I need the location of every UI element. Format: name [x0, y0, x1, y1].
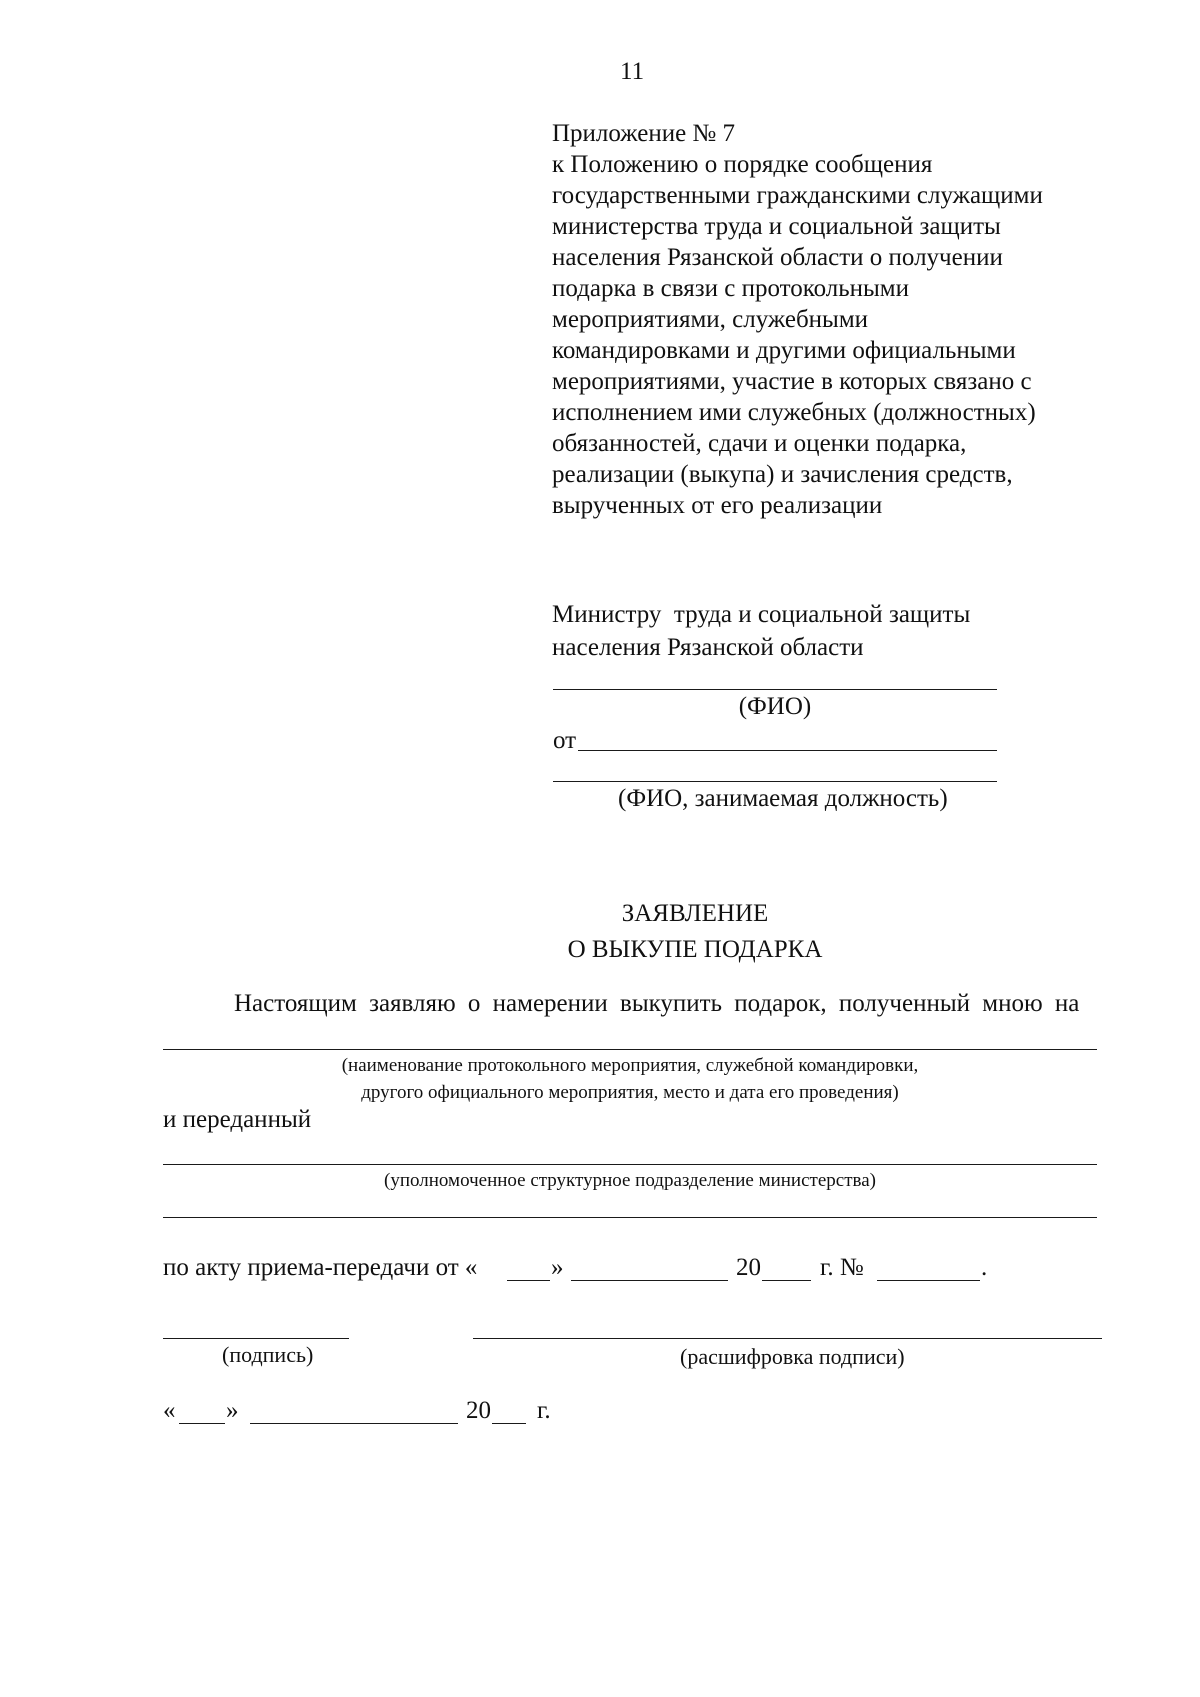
appendix-line: мероприятиями, служебными: [552, 306, 869, 333]
appendix-line: мероприятиями, участие в которых связано с: [552, 368, 1032, 395]
title-line-2: О ВЫКУПЕ ПОДАРКА: [567, 936, 823, 963]
appendix-line: командировками и другими официальными: [552, 337, 1016, 364]
addressee-line-2: населения Рязанской области: [552, 634, 864, 661]
appendix-line: к Положению о порядке сообщения: [552, 151, 933, 178]
addressee-block: [552, 598, 970, 664]
document-title: [0, 896, 1200, 968]
extra-line[interactable]: [163, 1217, 1097, 1218]
act-year-prefix: 20: [736, 1254, 761, 1281]
act-year-suffix: г. №: [820, 1254, 864, 1281]
intro-paragraph: Настоящим заявляю о намерении выкупить подарок, полученный мною на: [234, 990, 1080, 1017]
date-day-line[interactable]: [179, 1423, 225, 1424]
date-month-line[interactable]: [250, 1423, 458, 1424]
sender-position-line[interactable]: [553, 781, 997, 782]
date-close-quote: »: [226, 1397, 239, 1424]
signature-decode-line[interactable]: [473, 1338, 1102, 1339]
title-line-1: ЗАЯВЛЕНИЕ: [621, 900, 769, 927]
department-line[interactable]: [163, 1164, 1097, 1165]
appendix-line: Приложение № 7: [552, 120, 736, 147]
date-year-prefix: 20: [466, 1397, 491, 1424]
from-label: от: [553, 727, 577, 754]
event-caption-1: (наименование протокольного мероприятия, служебной командировки,: [341, 1055, 919, 1076]
fio-caption: (ФИО): [738, 693, 812, 720]
appendix-line: вырученных от его реализации: [552, 492, 883, 519]
act-quote-close: »: [551, 1254, 564, 1281]
sender-caption: (ФИО, занимаемая должность): [618, 785, 948, 812]
department-caption: (уполномоченное структурное подразделение министерства): [384, 1170, 876, 1191]
event-line[interactable]: [163, 1049, 1097, 1050]
transferred-label: и переданный: [163, 1106, 312, 1133]
date-open-quote: «: [163, 1397, 176, 1424]
appendix-line: исполнением ими служебных (должностных): [552, 399, 1036, 426]
act-prefix: по акту приема-передачи от «: [163, 1254, 478, 1281]
signature-line[interactable]: [163, 1338, 349, 1339]
addressee-line-1: Министру труда и социальной защиты: [552, 601, 971, 628]
appendix-header: [552, 118, 1043, 521]
appendix-line: реализации (выкупа) и зачисления средств,: [552, 461, 1013, 488]
sender-fio-line[interactable]: [578, 750, 997, 751]
act-number-line[interactable]: [877, 1280, 980, 1281]
act-month-line[interactable]: [571, 1280, 728, 1281]
date-year-line[interactable]: [492, 1423, 526, 1424]
page-number: 11: [620, 58, 645, 85]
recipient-fio-line[interactable]: [553, 689, 997, 690]
act-end: .: [981, 1254, 988, 1281]
event-caption-2: другого официального мероприятия, место и дата его проведения): [361, 1082, 899, 1103]
signature-caption: (подпись): [222, 1342, 314, 1367]
act-day-line[interactable]: [507, 1280, 550, 1281]
appendix-line: подарка в связи с протокольными: [552, 275, 910, 302]
act-year-line[interactable]: [762, 1280, 811, 1281]
appendix-line: обязанностей, сдачи и оценки подарка,: [552, 430, 967, 457]
signature-decode-caption: (расшифровка подписи): [680, 1344, 905, 1369]
appendix-line: министерства труда и социальной защиты: [552, 213, 1001, 240]
appendix-line: населения Рязанской области о получении: [552, 244, 1003, 271]
date-year-suffix: г.: [537, 1397, 551, 1424]
appendix-line: государственными гражданскими служащими: [552, 182, 1043, 209]
